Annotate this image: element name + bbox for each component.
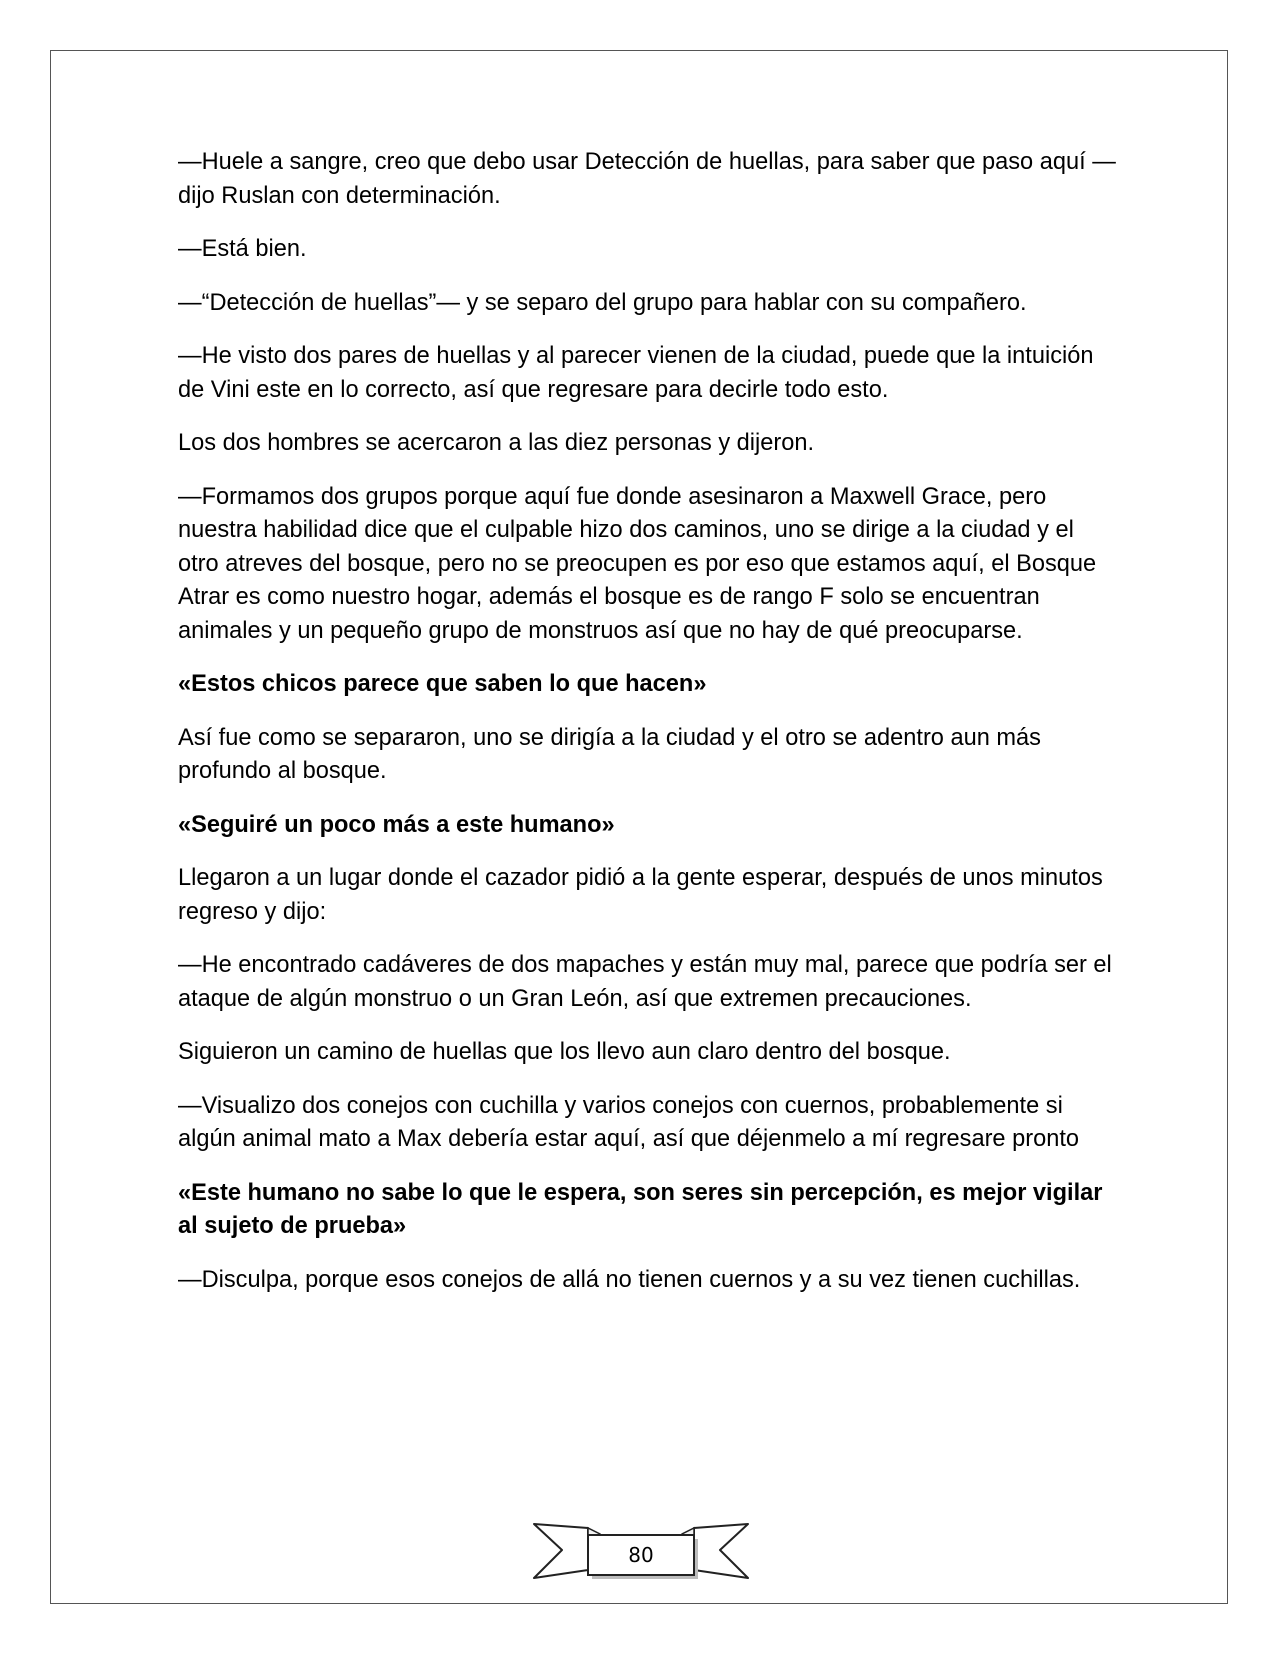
paragraph: —He visto dos pares de huellas y al parecer vienen de la ciudad, puede que la intuición de Vini este en lo correcto, así que regresare para decirle todo esto. xyxy=(178,343,1094,403)
paragraph: —Disculpa, porque esos conejos de allá no tienen cuernos y a su vez tienen cuchillas. xyxy=(178,1266,1081,1293)
document-body xyxy=(178,146,1118,1317)
paragraph: —Visualizo dos conejos con cuchilla y varios conejos con cuernos, probablemente si algún animal mato a Max debería estar aquí, así que déjenmelo a mí regresare pronto xyxy=(178,1092,1080,1152)
paragraph: Los dos hombres se acercaron a las diez personas y dijeron. xyxy=(178,430,815,456)
paragraph: —He encontrado cadáveres de dos mapaches y están muy mal, parece que podría ser el ataque de algún monstruo o un Gran León, así que extremen precauciones. xyxy=(178,952,1112,1012)
thought-paragraph: «Seguiré un poco más a este humano» xyxy=(178,811,615,838)
thought-paragraph: «Estos chicos parece que saben lo que hacen» xyxy=(178,671,707,697)
paragraph: Siguieron un camino de huellas que los llevo aun claro dentro del bosque. xyxy=(178,1039,951,1065)
paragraph: —Huele a sangre, creo que debo usar Detección de huellas, para saber que paso aquí — dijo Ruslan con determinación. xyxy=(178,149,1116,209)
page-number: 80 xyxy=(628,1543,654,1567)
paragraph: Así fue como se separaron, uno se dirigía a la ciudad y el otro se adentro aun más profundo al bosque. xyxy=(178,724,1041,784)
thought-paragraph: «Este humano no sabe lo que le espera, son seres sin percepción, es mejor vigilar al sujeto de prueba» xyxy=(178,1179,1103,1239)
paragraph: —“Detección de huellas”— y se separo del grupo para hablar con su compañero. xyxy=(178,289,1027,316)
paragraph: —Está bien. xyxy=(178,236,307,262)
paragraph: —Formamos dos grupos porque aquí fue donde asesinaron a Maxwell Grace, pero nuestra habilidad dice que el culpable hizo dos caminos, uno se dirige a la ciudad y el otro atreves del bosque, pero no se preocupen es por eso que estamos aquí, el Bosque Atrar es como nuestro hogar, además el bosque es de rango F solo se encuentran animales y un pequeño grupo de monstruos así que no hay de qué preocuparse. xyxy=(178,483,1097,644)
page-number-banner xyxy=(532,1520,750,1590)
paragraph: Llegaron a un lugar donde el cazador pidió a la gente esperar, después de unos minutos regreso y dijo: xyxy=(178,865,1103,925)
